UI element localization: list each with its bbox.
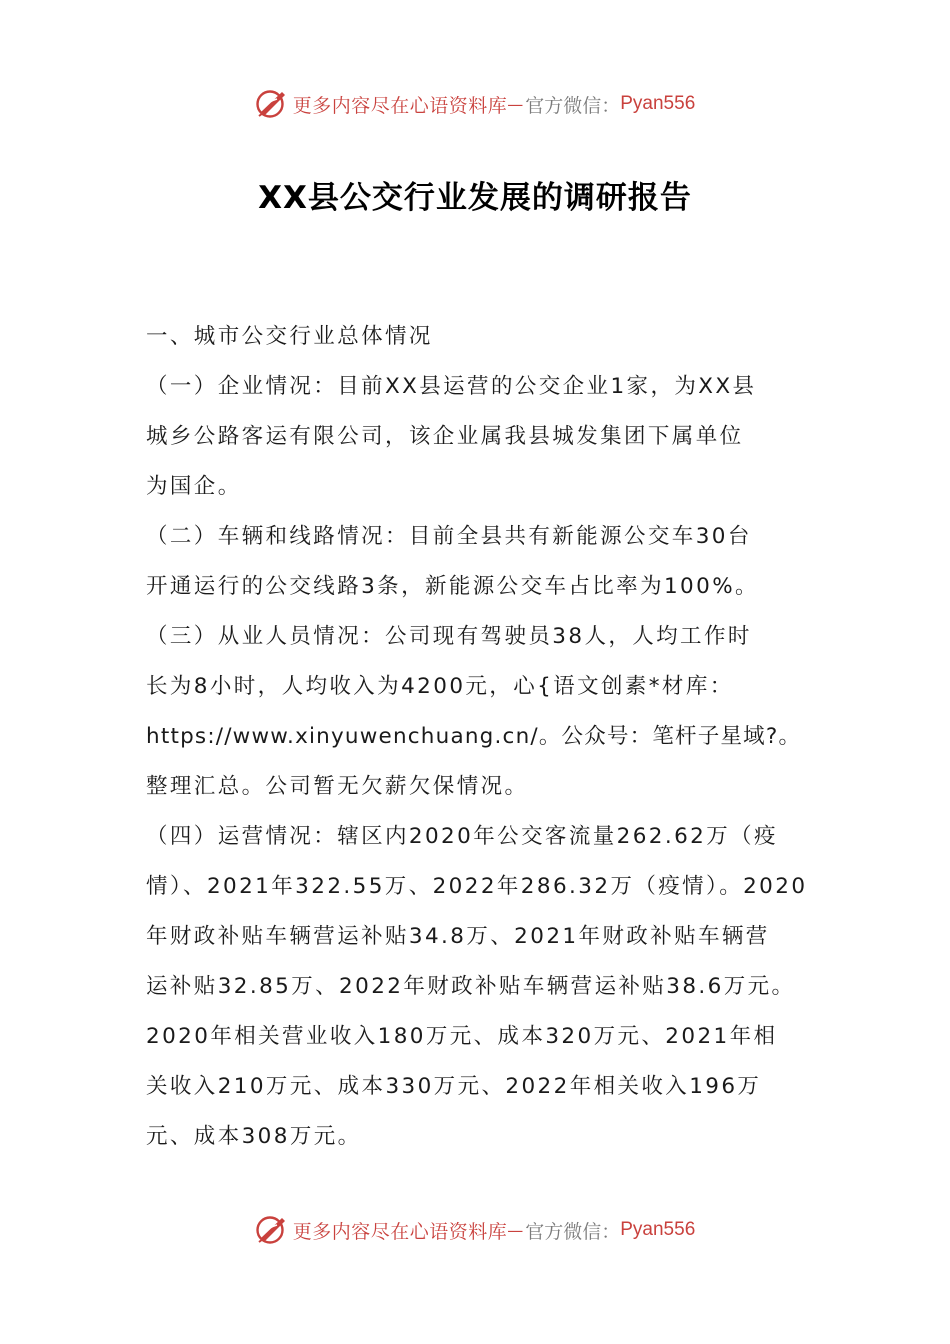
section-heading: 一、城市公交行业总体情况 [146, 324, 433, 349]
banner-separator: — [507, 94, 524, 114]
document-title: XX县公交行业发展的调研报告 [258, 180, 692, 216]
banner-wechat-id: Pyan556 [620, 1219, 696, 1240]
body-line: 2020年相关营业收入180万元、成本320万元、2021年相 [146, 1024, 778, 1049]
header-banner [0, 84, 950, 124]
banner-label: 官方微信： [525, 94, 621, 117]
body-line: 长为8小时，人均收入为4200元，心{语文创素*材库： [146, 674, 734, 699]
body-line: （四）运营情况：辖区内2020年公交客流量262.62万（疫 [146, 824, 778, 849]
body-line: 城乡公路客运有限公司，该企业属我县城发集团下属单位 [146, 424, 744, 449]
banner-label: 官方微信： [525, 1220, 621, 1243]
body-line: （二）车辆和线路情况：目前全县共有新能源公交车30台 [146, 524, 752, 549]
body-line: 开通运行的公交线路3条，新能源公交车占比率为100%。 [146, 574, 759, 599]
body-line: 情）、2021年322.55万、2022年286.32万（疫情）。2020 [146, 874, 808, 899]
body-line: 整理汇总。公司暂无欠薪欠保情况。 [146, 774, 529, 799]
body-line: （一）企业情况：目前XX县运营的公交企业1家，为XX县 [146, 374, 757, 399]
body-line: （三）从业人员情况：公司现有驾驶员38人，人均工作时 [146, 624, 752, 649]
banner-text: 更多内容尽在心语资料库 [292, 1220, 508, 1243]
footer-banner [0, 1210, 950, 1250]
banner-text: 更多内容尽在心语资料库 [292, 94, 508, 117]
body-line: 年财政补贴车辆营运补贴34.8万、2021年财政补贴车辆营 [146, 924, 770, 949]
quill-logo-icon [255, 1213, 289, 1247]
body-line: 关收入210万元、成本330万元、2022年相关收入196万 [146, 1074, 762, 1099]
banner-separator: — [507, 1220, 524, 1240]
body-line: 元、成本308万元。 [146, 1124, 362, 1149]
body-line: 为国企。 [146, 474, 242, 499]
document-body [146, 312, 816, 1162]
banner-wechat-id: Pyan556 [620, 93, 696, 114]
quill-logo-icon [255, 87, 289, 121]
body-line: https://www.xinyuwenchuang.cn/。公众号：笔杆子星域?。 [146, 724, 802, 749]
body-line: 运补贴32.85万、2022年财政补贴车辆营运补贴38.6万元。 [146, 974, 796, 999]
